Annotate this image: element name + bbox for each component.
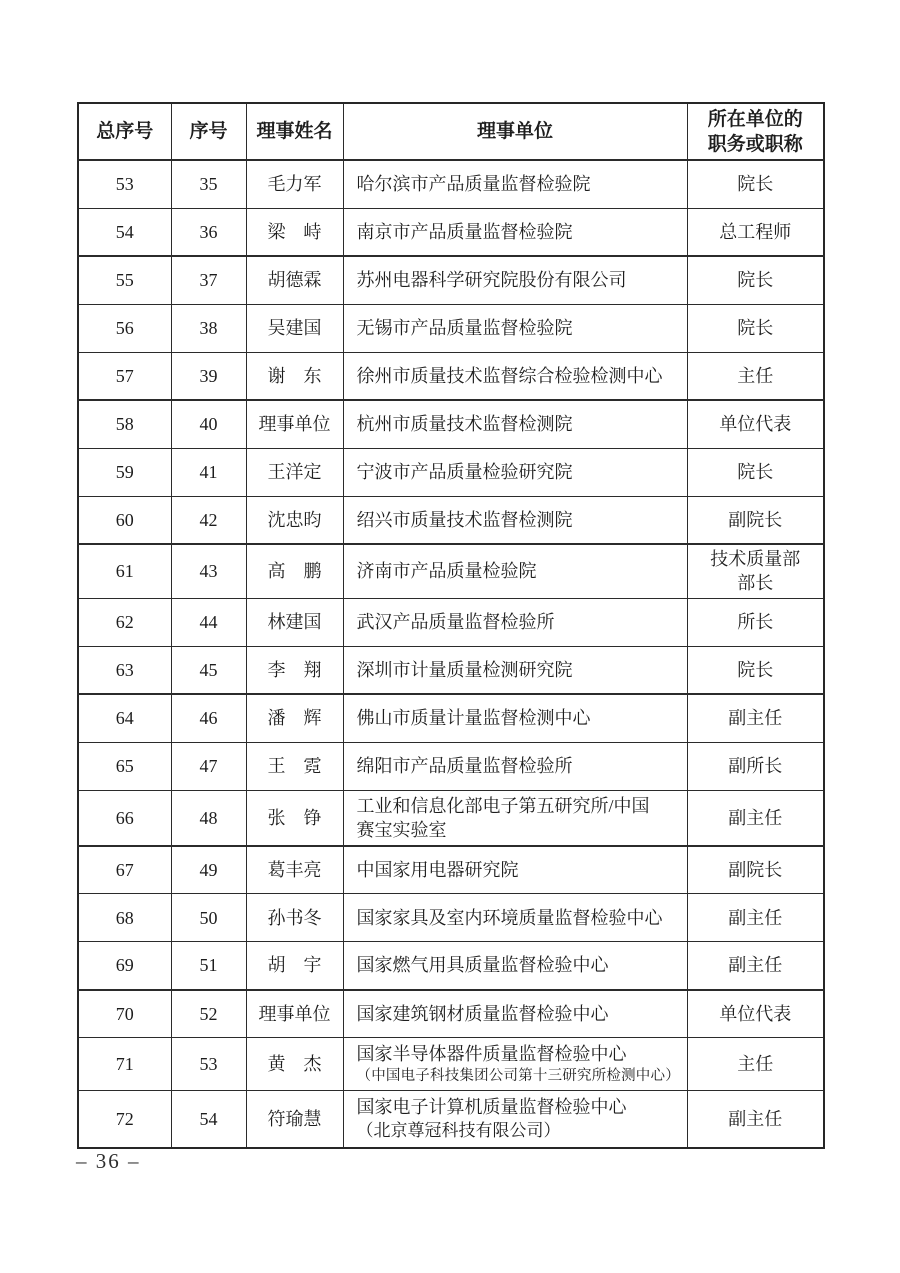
- cell-title: 总工程师: [687, 208, 824, 256]
- table-row: [78, 352, 824, 400]
- cell-name: 黄 杰: [246, 1038, 343, 1091]
- cell-total-no: 69: [78, 942, 171, 990]
- cell-no: 49: [171, 846, 246, 894]
- cell-total-no: 55: [78, 256, 171, 304]
- cell-unit: 国家半导体器件质量监督检验中心 （中国电子科技集团公司第十三研究所检测中心）: [343, 1038, 687, 1091]
- column-header-total-no: 总序号: [78, 103, 171, 160]
- cell-title: 院长: [687, 448, 824, 496]
- cell-total-no: 68: [78, 894, 171, 942]
- cell-unit: 徐州市质量技术监督综合检验检测中心: [343, 352, 687, 400]
- header-row: [78, 103, 824, 160]
- table-row: [78, 1091, 824, 1148]
- column-header-no: 序号: [171, 103, 246, 160]
- cell-no: 54: [171, 1091, 246, 1148]
- cell-unit: 中国家用电器研究院: [343, 846, 687, 894]
- cell-total-no: 53: [78, 160, 171, 208]
- table-row: [78, 598, 824, 646]
- cell-title: 主任: [687, 352, 824, 400]
- cell-unit: 绵阳市产品质量监督检验所: [343, 742, 687, 790]
- cell-name: 沈忠昀: [246, 496, 343, 544]
- cell-total-no: 67: [78, 846, 171, 894]
- cell-unit: 无锡市产品质量监督检验院: [343, 304, 687, 352]
- cell-unit: 南京市产品质量监督检验院: [343, 208, 687, 256]
- cell-name: 胡 宇: [246, 942, 343, 990]
- table-row: [78, 208, 824, 256]
- cell-total-no: 62: [78, 598, 171, 646]
- cell-no: 41: [171, 448, 246, 496]
- cell-total-no: 63: [78, 646, 171, 694]
- cell-title: 副院长: [687, 846, 824, 894]
- cell-total-no: 64: [78, 694, 171, 742]
- cell-title: 单位代表: [687, 990, 824, 1038]
- cell-unit: 国家建筑钢材质量监督检验中心: [343, 990, 687, 1038]
- column-header-title: 所在单位的 职务或职称: [687, 103, 824, 160]
- cell-total-no: 66: [78, 790, 171, 846]
- cell-name: 胡德霖: [246, 256, 343, 304]
- table-header: [78, 103, 824, 160]
- cell-no: 38: [171, 304, 246, 352]
- cell-name: 潘 辉: [246, 694, 343, 742]
- cell-unit: 绍兴市质量技术监督检测院: [343, 496, 687, 544]
- cell-no: 48: [171, 790, 246, 846]
- cell-title: 所长: [687, 598, 824, 646]
- cell-unit: 济南市产品质量检验院: [343, 544, 687, 598]
- cell-title: 院长: [687, 256, 824, 304]
- cell-name: 孙书冬: [246, 894, 343, 942]
- cell-name: 理事单位: [246, 400, 343, 448]
- cell-unit: 宁波市产品质量检验研究院: [343, 448, 687, 496]
- cell-no: 53: [171, 1038, 246, 1091]
- table-row: [78, 160, 824, 208]
- cell-title: 院长: [687, 304, 824, 352]
- cell-no: 51: [171, 942, 246, 990]
- table-row: [78, 1038, 824, 1091]
- cell-title: 技术质量部 部长: [687, 544, 824, 598]
- cell-unit: 国家家具及室内环境质量监督检验中心: [343, 894, 687, 942]
- cell-title: 副主任: [687, 790, 824, 846]
- cell-title: 副主任: [687, 1091, 824, 1148]
- table-row: [78, 544, 824, 598]
- cell-no: 40: [171, 400, 246, 448]
- cell-total-no: 70: [78, 990, 171, 1038]
- table-row: [78, 790, 824, 846]
- cell-name: 高 鹏: [246, 544, 343, 598]
- cell-unit: 国家燃气用具质量监督检验中心: [343, 942, 687, 990]
- cell-total-no: 71: [78, 1038, 171, 1091]
- table-body: [78, 160, 824, 1148]
- cell-unit: 佛山市质量计量监督检测中心: [343, 694, 687, 742]
- cell-unit: 哈尔滨市产品质量监督检验院: [343, 160, 687, 208]
- cell-no: 52: [171, 990, 246, 1038]
- cell-no: 45: [171, 646, 246, 694]
- cell-unit-note: （北京尊冠科技有限公司）: [356, 1121, 561, 1141]
- table-row: [78, 894, 824, 942]
- cell-no: 42: [171, 496, 246, 544]
- cell-name: 葛丰亮: [246, 846, 343, 894]
- cell-no: 46: [171, 694, 246, 742]
- council-members-table: [77, 102, 825, 1149]
- cell-name: 谢 东: [246, 352, 343, 400]
- cell-no: 43: [171, 544, 246, 598]
- table-row: [78, 646, 824, 694]
- cell-title: 副主任: [687, 942, 824, 990]
- cell-title: 副院长: [687, 496, 824, 544]
- table-row: [78, 990, 824, 1038]
- table-row: [78, 256, 824, 304]
- cell-no: 39: [171, 352, 246, 400]
- cell-no: 47: [171, 742, 246, 790]
- cell-total-no: 57: [78, 352, 171, 400]
- table-row: [78, 448, 824, 496]
- cell-title: 院长: [687, 646, 824, 694]
- cell-no: 44: [171, 598, 246, 646]
- cell-title: 单位代表: [687, 400, 824, 448]
- cell-total-no: 72: [78, 1091, 171, 1148]
- cell-no: 36: [171, 208, 246, 256]
- table-row: [78, 942, 824, 990]
- cell-total-no: 65: [78, 742, 171, 790]
- cell-title: 副主任: [687, 894, 824, 942]
- cell-name: 林建国: [246, 598, 343, 646]
- page-number: – 36 –: [76, 1149, 141, 1173]
- cell-name: 吴建国: [246, 304, 343, 352]
- cell-title: 副所长: [687, 742, 824, 790]
- cell-unit: 工业和信息化部电子第五研究所/中国 赛宝实验室: [343, 790, 687, 846]
- cell-total-no: 59: [78, 448, 171, 496]
- cell-title: 院长: [687, 160, 824, 208]
- cell-name: 理事单位: [246, 990, 343, 1038]
- cell-no: 50: [171, 894, 246, 942]
- cell-unit: 苏州电器科学研究院股份有限公司: [343, 256, 687, 304]
- cell-unit: 国家电子计算机质量监督检验中心 （北京尊冠科技有限公司）: [343, 1091, 687, 1148]
- cell-title: 副主任: [687, 694, 824, 742]
- table-row: [78, 742, 824, 790]
- cell-title: 主任: [687, 1038, 824, 1091]
- cell-name: 梁 峙: [246, 208, 343, 256]
- cell-total-no: 58: [78, 400, 171, 448]
- cell-name: 毛力军: [246, 160, 343, 208]
- column-header-name: 理事姓名: [246, 103, 343, 160]
- cell-total-no: 60: [78, 496, 171, 544]
- cell-total-no: 54: [78, 208, 171, 256]
- cell-unit: 武汉产品质量监督检验所: [343, 598, 687, 646]
- table-row: [78, 400, 824, 448]
- cell-name: 李 翔: [246, 646, 343, 694]
- cell-total-no: 61: [78, 544, 171, 598]
- cell-name: 符瑜慧: [246, 1091, 343, 1148]
- cell-name: 王洋定: [246, 448, 343, 496]
- cell-unit: 杭州市质量技术监督检测院: [343, 400, 687, 448]
- cell-name: 王 霓: [246, 742, 343, 790]
- table-row: [78, 304, 824, 352]
- cell-unit-note: （中国电子科技集团公司第十三研究所检测中心）: [356, 1067, 680, 1084]
- cell-no: 35: [171, 160, 246, 208]
- cell-name: 张 铮: [246, 790, 343, 846]
- cell-total-no: 56: [78, 304, 171, 352]
- table-row: [78, 846, 824, 894]
- table-row: [78, 496, 824, 544]
- table-row: [78, 694, 824, 742]
- cell-unit: 深圳市计量质量检测研究院: [343, 646, 687, 694]
- column-header-unit: 理事单位: [343, 103, 687, 160]
- cell-no: 37: [171, 256, 246, 304]
